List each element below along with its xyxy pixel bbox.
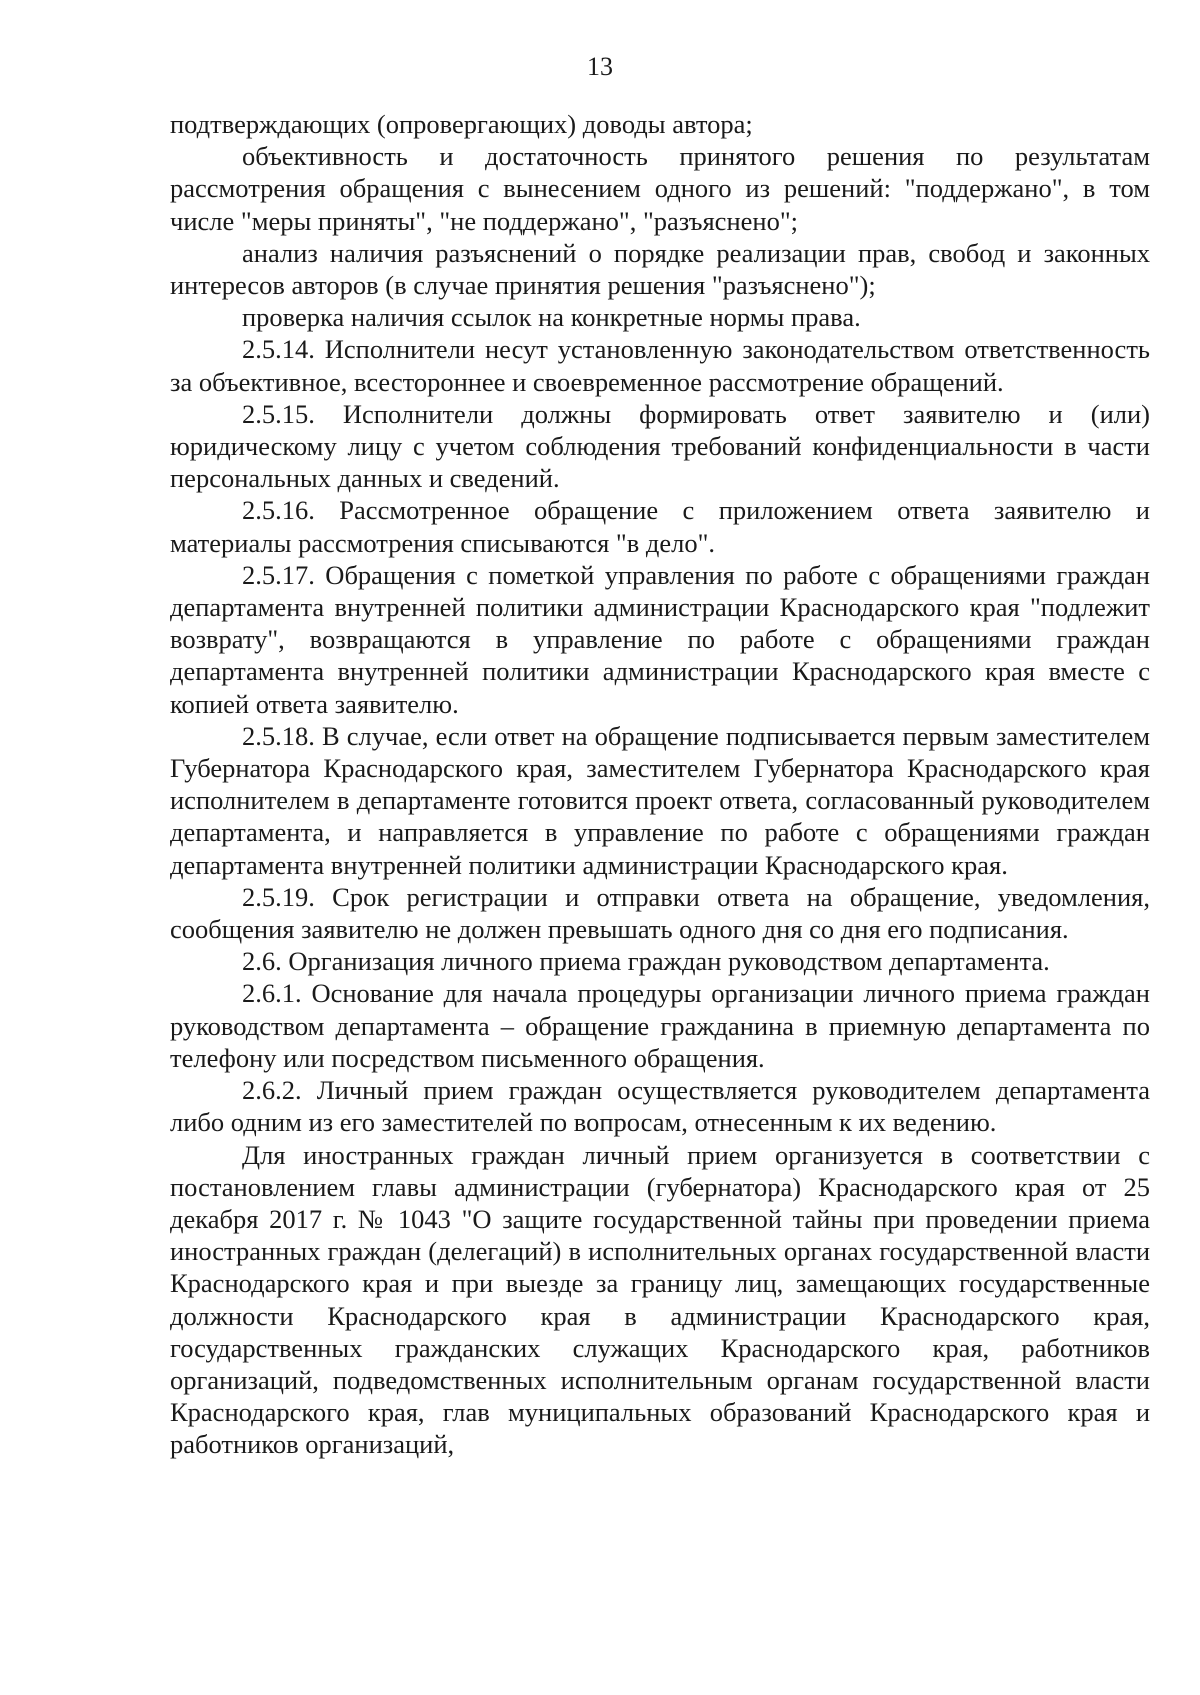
clause-2-6-1: 2.6.1. Основание для начала процедуры организации личного приема граждан руководством департамента – обращение гражданина в приемную департамента по телефону или посредством письменного обращения. bbox=[170, 978, 1150, 1073]
clause-2-6-2: 2.6.2. Личный прием граждан осуществляется руководителем департамента либо одним из его заместителей по вопросам, отнесенным к их ведению. bbox=[170, 1075, 1150, 1138]
page-number: 13 bbox=[587, 52, 613, 81]
paragraph-analysis: анализ наличия разъяснений о порядке реализации прав, свобод и законных интересов авторов (в случае принятия решения "разъяснено"); bbox=[170, 237, 1150, 301]
clause-2-6: 2.6. Организация личного приема граждан руководством департамента. bbox=[242, 946, 1050, 977]
paragraph-foreign-citizens: Для иностранных граждан личный прием организуется в соответствии с постановлением главы администрации (губернатора) Краснодарского края от 25 декабря 2017 г. № 1043 "О защите государственной тайны при проведении приема иностранных граждан (делегаций) в исполнительных органах государственной власти Краснодарского края и при выезде за границу лиц, замещающих государственные должности Краснодарского края в администрации Краснодарского края, государственных гражданских служащих Краснодарского края, работников организаций, подведомственных исполнительным органам государственной власти Краснодарского края, глав муниципальных образований Краснодарского края и работников организаций, bbox=[170, 1139, 1150, 1460]
clause-2-5-18: 2.5.18. В случае, если ответ на обращение подписывается первым заместителем Губернатора Краснодарского края, заместителем Губернатора Краснодарского края исполнителем в департаменте готовится проект ответа, согласованный руководителем департамента, и направляется в управление по работе с обращениями граждан департамента внутренней политики администрации Краснодарского края. bbox=[170, 720, 1150, 880]
paragraph-check-links: проверка наличия ссылок на конкретные нормы права. bbox=[242, 302, 861, 333]
clause-2-5-14: 2.5.14. Исполнители несут установленную законодательством ответственность за объективное, всестороннее и своевременное рассмотрение обращений. bbox=[170, 334, 1150, 397]
clause-2-5-15: 2.5.15. Исполнители должны формировать ответ заявителю и (или) юридическому лицу с учетом соблюдения требований конфиденциальности в части персональных данных и сведений. bbox=[170, 398, 1150, 494]
paragraph-objectivity: объективность и достаточность принятого решения по результатам рассмотрения обращения с вынесением одного из решений: "поддержано", в том числе "меры приняты", "не поддержано", "разъяснено"; bbox=[170, 141, 1150, 236]
paragraph-continuation: подтверждающих (опровергающих) доводы автора; bbox=[170, 109, 753, 139]
clause-2-5-17: 2.5.17. Обращения с пометкой управления по работе с обращениями граждан департамента внутренней политики администрации Краснодарского края "подлежит возврату", возвращаются в управление по работе с обращениями граждан департамента внутренней политики администрации Краснодарского края вместе с копией ответа заявителю. bbox=[170, 559, 1150, 719]
clause-2-5-16: 2.5.16. Рассмотренное обращение с приложением ответа заявителю и материалы рассмотрения списываются "в дело". bbox=[170, 495, 1150, 558]
clause-2-5-19: 2.5.19. Срок регистрации и отправки ответа на обращение, уведомления, сообщения заявителю не должен превышать одного дня со дня его подписания. bbox=[170, 881, 1150, 945]
document-body bbox=[170, 108, 1150, 1461]
